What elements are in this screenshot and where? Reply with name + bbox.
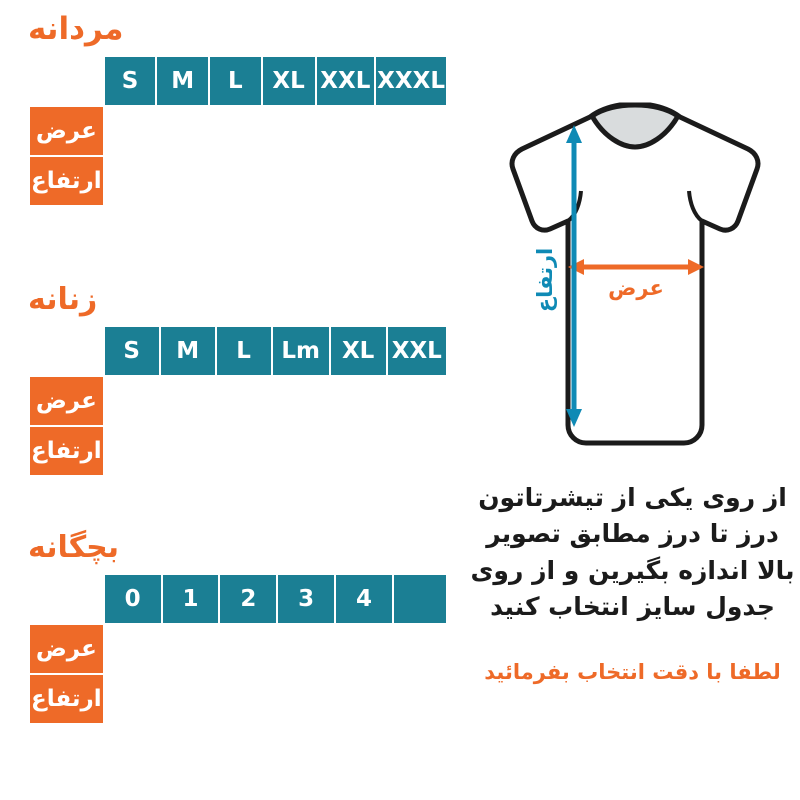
width-label: عرض [608,276,664,300]
size-table-women [28,282,448,477]
corner-cell [29,326,104,376]
header-size: 2 [219,574,277,624]
cell-value: ۵۲ [104,426,160,476]
cell-value: ۴۰ [216,376,272,426]
table-kids [28,573,448,725]
cell-value: ۴۰ [104,106,157,156]
cell-value: ۶۰ [316,106,376,156]
table-men [28,55,448,207]
cell-value: ۵۵ [330,376,387,426]
tshirt-diagram [480,95,790,465]
corner-cell [29,574,104,624]
cell-value: ۶۲ [216,426,272,476]
section-title-women: زنانه [28,282,98,317]
header-size-empty [393,574,447,624]
cell-value: ۳۰ [219,624,277,674]
cell-empty [393,674,447,724]
table-row [29,426,447,476]
header-size: XL [330,326,387,376]
table-women [28,325,448,477]
cell-value: ۴۶ [277,674,335,724]
cell-value: ۳۷ [335,624,393,674]
cell-value: ۷۰ [330,426,387,476]
table-row [29,624,447,674]
instructions-text: از روی یکی از تیشرتاتون درز تا درز مطابق تصویر بالا اندازه بگیرین و از روی جدول سایز انتخاب کنید [470,483,795,621]
cell-value: ۳۵ [162,674,220,724]
row-label-width: عرض [29,106,104,156]
warning-text: لطفا با دقت انتخاب بفرمائید [484,660,781,684]
cell-value: ۵۶ [104,156,157,206]
cell-value: ۳۲ [104,376,160,426]
cell-value: ۵۰ [272,376,330,426]
section-title-kids: بچگانه [28,530,120,565]
cell-value: ۴۰ [219,674,277,724]
section-title-men: مردانه [28,11,124,47]
cell-value: ۷۴ [375,156,447,206]
table-row [29,674,447,724]
table-row [29,376,447,426]
cell-value: ۴۴ [156,106,209,156]
size-table-kids [28,530,448,725]
header-size: 0 [104,574,162,624]
height-label: ارتفاع [533,247,557,313]
size-table-men [28,11,448,207]
cell-value: ۳۰ [104,674,162,724]
header-size: 3 [277,574,335,624]
header-size: XL [262,56,316,106]
cell-value: ۳۵ [277,624,335,674]
cell-value: ۶۵ [209,156,262,206]
header-size: L [209,56,262,106]
header-size: 4 [335,574,393,624]
table-header-row [29,326,447,376]
corner-cell [29,56,104,106]
header-size: L [216,326,272,376]
cell-value: ۷۴ [316,156,376,206]
header-size: M [160,326,216,376]
header-size: XXL [387,326,447,376]
header-size: M [156,56,209,106]
table-header-row [29,574,447,624]
cell-value: ۵۲ [335,674,393,724]
cell-value: ۶۳ [156,156,209,206]
cell-value: ۵۰ [209,106,262,156]
row-label-height: ارتفاع [29,156,104,206]
header-size: Lm [272,326,330,376]
cell-value: ۲۵ [162,624,220,674]
cell-value: ۲۰ [104,624,162,674]
cell-value: ۵۸ [160,426,216,476]
cell-value: ۳۶ [160,376,216,426]
table-row [29,156,447,206]
header-size: XXL [316,56,376,106]
cell-empty [393,624,447,674]
table-header-row [29,56,447,106]
header-size: S [104,326,160,376]
cell-value: ۷۴ [387,426,447,476]
cell-value: ۵۵ [262,106,316,156]
cell-value: ۶۵ [272,426,330,476]
cell-value: ۶۵ [375,106,447,156]
header-size: XXXL [375,56,447,106]
row-label-height: ارتفاع [29,426,104,476]
cell-value: ۷۰ [262,156,316,206]
table-row [29,106,447,156]
header-size: S [104,56,157,106]
row-label-width: عرض [29,624,104,674]
cell-value: ۶۰ [387,376,447,426]
header-size: 1 [162,574,220,624]
row-label-height: ارتفاع [29,674,104,724]
diagram-column [470,0,800,800]
row-label-width: عرض [29,376,104,426]
